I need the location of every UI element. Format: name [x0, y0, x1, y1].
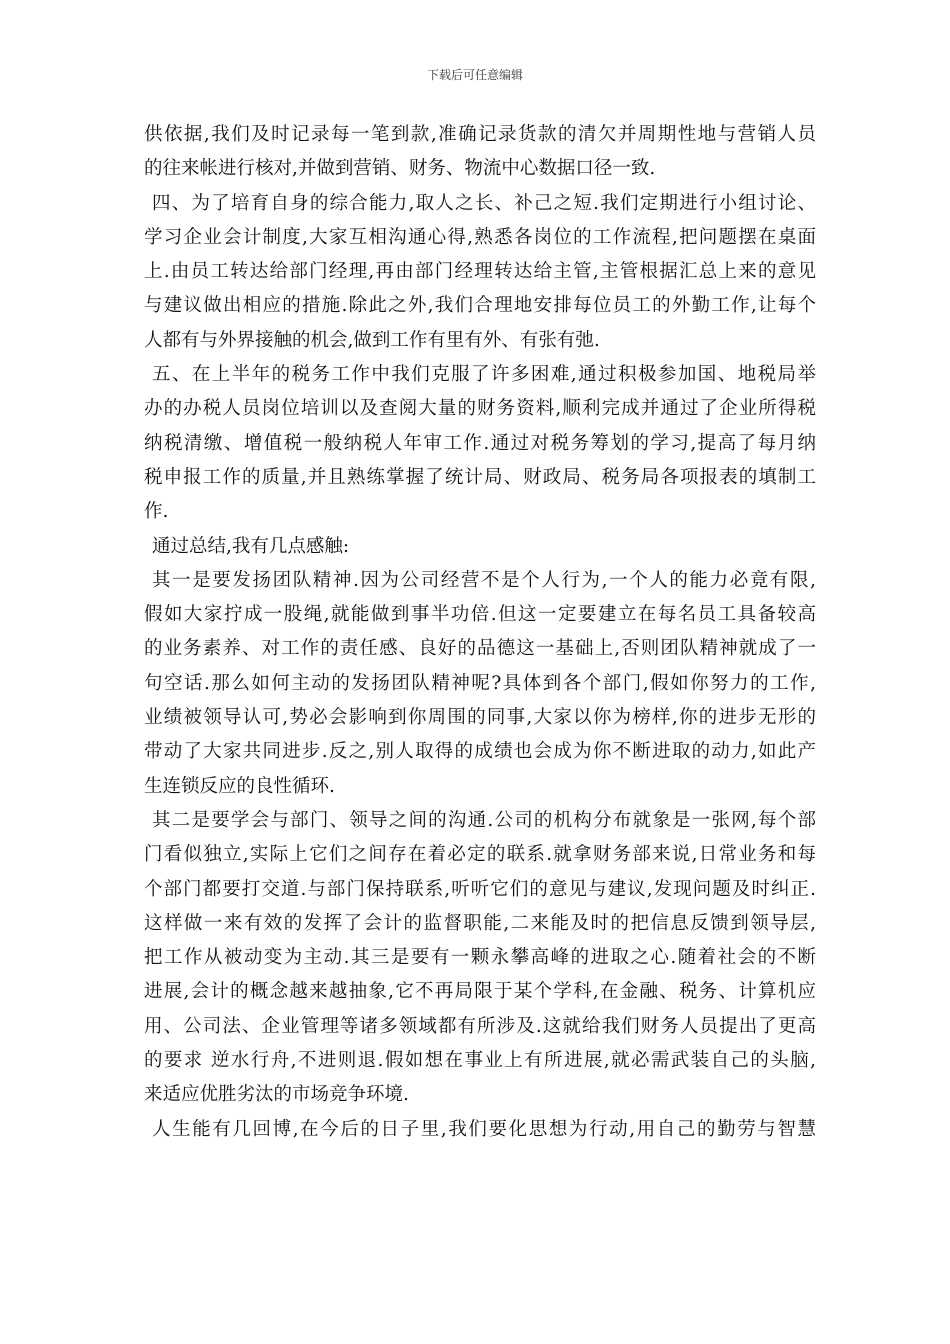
text-line: 作.: [144, 501, 169, 523]
text-line: 句空话.那么如何主动的发扬团队精神呢?具体到各个部门,假如你努力的工作,: [144, 672, 816, 694]
text-line: 办的办税人员岗位培训以及查阅大量的财务资料,顺利完成并通过了企业所得税: [144, 398, 816, 420]
text-line: 其一是要发扬团队精神.因为公司经营不是个人行为,一个人的能力必竟有限,: [152, 569, 816, 591]
document-body: [144, 118, 816, 1147]
text-line: 门看似独立,实际上它们之间存在着必定的联系.就拿财务部来说,日常业务和每: [144, 844, 816, 866]
text-line: 业绩被领导认可,势必会影响到你周围的同事,大家以你为榜样,你的进步无形的: [144, 707, 816, 729]
text-line: 通过总结,我有几点感触:: [152, 535, 350, 557]
text-line: 把工作从被动变为主动.其三是要有一颗永攀高峰的进取之心.随着社会的不断: [144, 947, 816, 969]
text-line: 的往来帐进行核对,并做到营销、财务、物流中心数据口径一致.: [144, 158, 656, 180]
text-line: 生连锁反应的良性循环.: [144, 775, 335, 797]
text-line: 纳税清缴、增值税一般纳税人年审工作.通过对税务筹划的学习,提高了每月纳: [144, 432, 816, 454]
text-line: 进展,会计的概念越来越抽象,它不再局限于某个学科,在金融、税务、计算机应: [144, 981, 816, 1003]
text-line: 其二是要学会与部门、领导之间的沟通.公司的机构分布就象是一张网,每个部: [152, 809, 816, 831]
text-line: 人都有与外界接触的机会,做到工作有里有外、有张有弛.: [144, 329, 600, 351]
text-line: 与建议做出相应的措施.除此之外,我们合理地安排每位员工的外勤工作,让每个: [144, 295, 816, 317]
text-line: 五、在上半年的税务工作中我们克服了许多困难,通过积极参加国、地税局举: [152, 364, 816, 386]
text-line: 人生能有几回博,在今后的日子里,我们要化思想为行动,用自己的勤劳与智慧: [152, 1118, 816, 1140]
text-line: 四、为了培育自身的综合能力,取人之长、补己之短.我们定期进行小组讨论、: [152, 192, 816, 214]
text-line: 的要求 逆水行舟,不进则退.假如想在事业上有所进展,就必需武装自己的头脑,: [144, 1050, 816, 1072]
page-header: 下载后可任意编辑: [426, 68, 523, 82]
text-line: 供依据,我们及时记录每一笔到款,准确记录货款的清欠并周期性地与营销人员: [144, 124, 816, 145]
text-line: 学习企业会计制度,大家互相沟通心得,熟悉各岗位的工作流程,把问题摆在桌面: [144, 226, 816, 248]
text-line: 假如大家拧成一股绳,就能做到事半功倍.但这一定要建立在每名员工具备较高: [144, 604, 816, 626]
text-line: 个部门都要打交道.与部门保持联系,听听它们的意见与建议,发现问题及时纠正.: [144, 878, 816, 900]
text-line: 带动了大家共同进步.反之,别人取得的成绩也会成为你不断进取的动力,如此产: [144, 741, 816, 763]
text-line: 来适应优胜劣汰的市场竞争环境.: [144, 1084, 409, 1106]
text-line: 的业务素养、对工作的责任感、良好的品德这一基础上,否则团队精神就成了一: [144, 638, 816, 660]
text-line: 税申报工作的质量,并且熟练掌握了统计局、财政局、税务局各项报表的填制工: [144, 466, 816, 488]
text-line: 上.由员工转达给部门经理,再由部门经理转达给主管,主管根据汇总上来的意见: [144, 261, 816, 283]
text-line: 这样做一来有效的发挥了会计的监督职能,二来能及时的把信息反馈到领导层,: [144, 912, 816, 934]
text-line: 用、公司法、企业管理等诸多领域都有所涉及.这就给我们财务人员提出了更高: [144, 1015, 816, 1037]
